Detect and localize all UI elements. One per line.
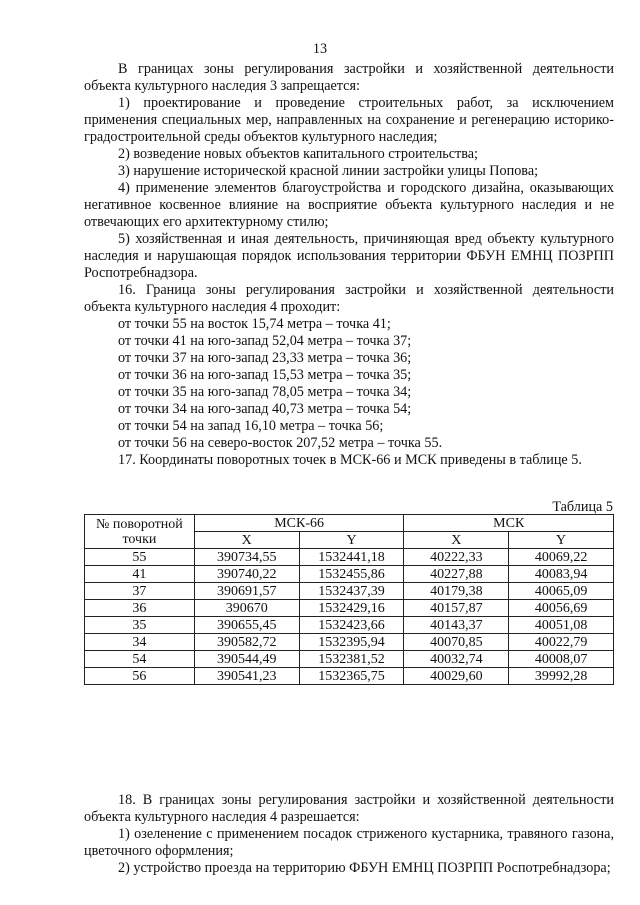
table-row: [85, 600, 614, 617]
table-row: [85, 566, 614, 583]
boundary-segment: от точки 54 на запад 16,10 метра – точка 56;: [118, 418, 384, 434]
section-18-intro: 18. В границах зоны регулирования застройки и хозяйственной деятельности объекта культурного наследия 4 разрешается:: [84, 792, 614, 825]
boundary-segment: от точки 35 на юго-запад 78,05 метра – точка 34;: [118, 384, 412, 400]
point-number: 36: [85, 600, 195, 617]
header-msk: МСК: [404, 515, 614, 532]
page-number: 13: [312, 41, 328, 57]
point-number: 34: [85, 634, 195, 651]
table-row: [85, 651, 614, 668]
boundary-segment: от точки 34 на юго-запад 40,73 метра – точка 54;: [118, 401, 412, 417]
msk-y: 40022,79: [509, 634, 614, 651]
msk-y: 40051,08: [509, 617, 614, 634]
msk66-x: 390582,72: [194, 634, 299, 651]
msk-x: 40143,37: [404, 617, 509, 634]
header-point-number: № поворотной точки: [85, 515, 195, 549]
table-row: [85, 549, 614, 566]
msk66-y: 1532365,75: [299, 668, 404, 685]
msk66-x: 390734,55: [194, 549, 299, 566]
point-number: 56: [85, 668, 195, 685]
table-caption: Таблица 5: [552, 499, 613, 515]
msk-x: 40179,38: [404, 583, 509, 600]
msk-x: 40032,74: [404, 651, 509, 668]
section-18-item-1: 1) озеленение с применением посадок стриженого кустарника, травяного газона, цветочного оформления;: [84, 826, 614, 859]
table-row: [85, 634, 614, 651]
zone3-item-3: 3) нарушение исторической красной линии застройки улицы Попова;: [118, 163, 539, 179]
section-18: [84, 792, 614, 877]
msk66-x: 390740,22: [194, 566, 299, 583]
main-text: [84, 61, 614, 469]
coordinates-table: [84, 514, 614, 685]
header-msk-x: X: [404, 532, 509, 549]
msk66-y: 1532455,86: [299, 566, 404, 583]
boundary-segment: от точки 55 на восток 15,74 метра – точка 41;: [118, 316, 391, 332]
msk-x: 40157,87: [404, 600, 509, 617]
section-16-intro: 16. Граница зоны регулирования застройки и хозяйственной деятельности объекта культурного наследия 4 проходит:: [84, 282, 614, 315]
msk66-y: 1532381,52: [299, 651, 404, 668]
msk-x: 40222,33: [404, 549, 509, 566]
table-row: [85, 583, 614, 600]
zone3-item-2: 2) возведение новых объектов капитального строительства;: [118, 146, 478, 162]
msk66-x: 390655,45: [194, 617, 299, 634]
msk-y: 40069,22: [509, 549, 614, 566]
zone3-prohibitions-intro: В границах зоны регулирования застройки и хозяйственной деятельности объекта культурного наследия 3 запрещается:: [84, 61, 614, 94]
msk66-x: 390544,49: [194, 651, 299, 668]
table-row: [85, 617, 614, 634]
msk-y: 40065,09: [509, 583, 614, 600]
msk66-y: 1532395,94: [299, 634, 404, 651]
zone3-item-1: 1) проектирование и проведение строительных работ, за исключением применения специальных мер, направленных на сохранение и регенерацию историко-градостроительной среды объектов культурного наследия;: [84, 95, 614, 145]
table-row: [85, 668, 614, 685]
header-msk-y: Y: [509, 532, 614, 549]
point-number: 41: [85, 566, 195, 583]
msk66-y: 1532429,16: [299, 600, 404, 617]
msk-x: 40029,60: [404, 668, 509, 685]
msk-y: 39992,28: [509, 668, 614, 685]
zone3-item-5: 5) хозяйственная и иная деятельность, причиняющая вред объекту культурного наследия и нарушающая порядок использования территории ФБУН ЕМНЦ ПОЗРПП Роспотребнадзора.: [84, 231, 614, 281]
point-number: 37: [85, 583, 195, 600]
msk66-x: 390670: [194, 600, 299, 617]
section-17: 17. Координаты поворотных точек в МСК-66 и МСК приведены в таблице 5.: [118, 452, 582, 468]
boundary-segment: от точки 41 на юго-запад 52,04 метра – точка 37;: [118, 333, 412, 349]
msk-y: 40008,07: [509, 651, 614, 668]
point-number: 55: [85, 549, 195, 566]
msk-x: 40227,88: [404, 566, 509, 583]
zone3-item-4: 4) применение элементов благоустройства и городского дизайна, оказывающих негативное косвенное влияние на восприятие объекта культурного наследия и не отвечающих его архитектурному стилю;: [84, 180, 614, 230]
msk66-y: 1532441,18: [299, 549, 404, 566]
msk66-y: 1532423,66: [299, 617, 404, 634]
header-msk66-y: Y: [299, 532, 404, 549]
msk66-x: 390691,57: [194, 583, 299, 600]
msk66-y: 1532437,39: [299, 583, 404, 600]
boundary-segment: от точки 36 на юго-запад 15,53 метра – точка 35;: [118, 367, 412, 383]
boundary-segment: от точки 56 на северо-восток 207,52 метра – точка 55.: [118, 435, 443, 451]
msk-y: 40056,69: [509, 600, 614, 617]
msk-y: 40083,94: [509, 566, 614, 583]
section-18-item-2: 2) устройство проезда на территорию ФБУН ЕМНЦ ПОЗРПП Роспотребнадзора;: [118, 860, 611, 876]
boundary-segment: от точки 37 на юго-запад 23,33 метра – точка 36;: [118, 350, 412, 366]
msk66-x: 390541,23: [194, 668, 299, 685]
boundary-route-list: [84, 316, 614, 452]
header-msk66-x: X: [194, 532, 299, 549]
point-number: 35: [85, 617, 195, 634]
point-number: 54: [85, 651, 195, 668]
msk-x: 40070,85: [404, 634, 509, 651]
header-msk66: МСК-66: [194, 515, 404, 532]
